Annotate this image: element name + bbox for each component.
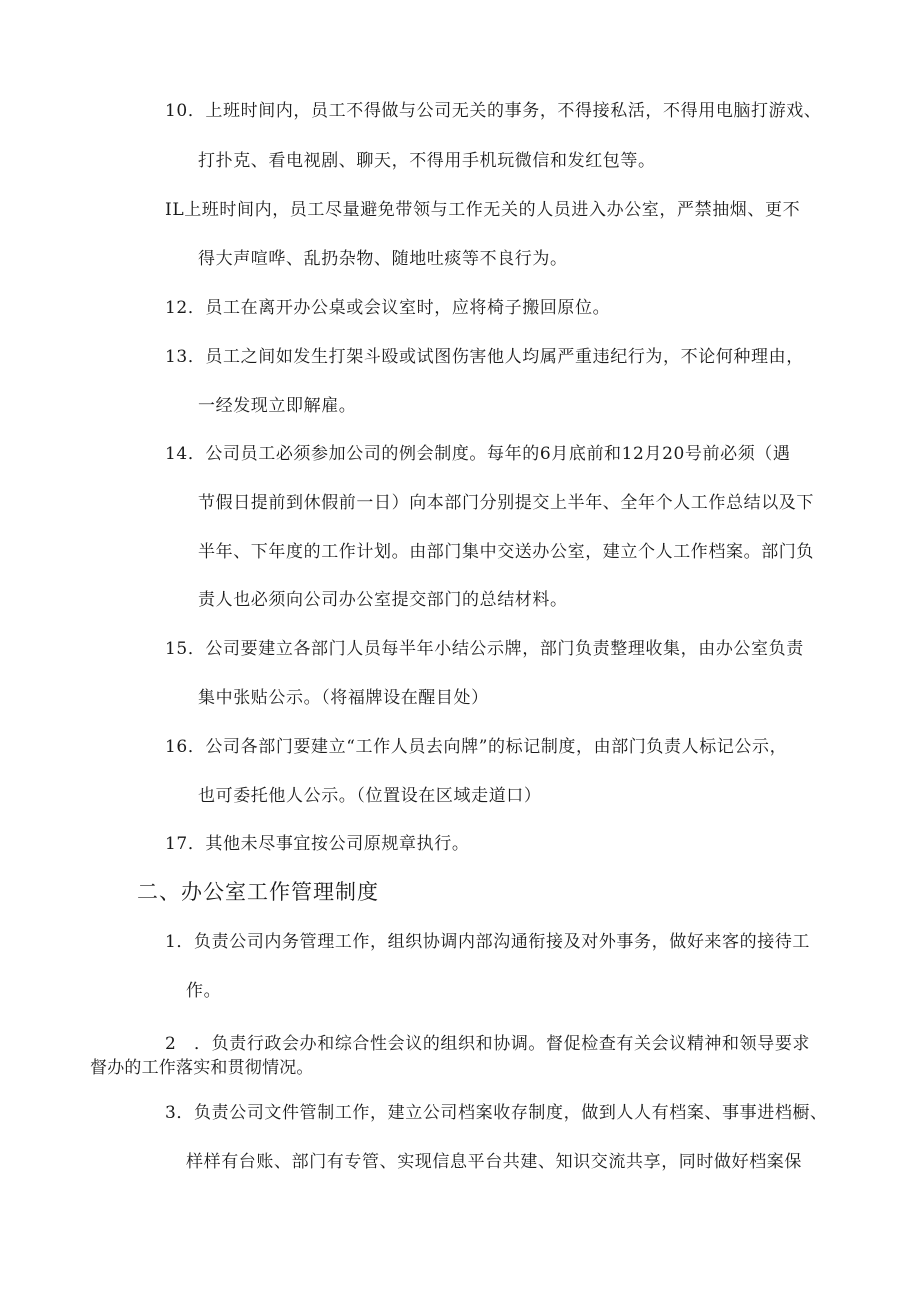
item-12-line-1: 12．员工在离开办公桌或会议室时，应将椅子搬回原位。 — [165, 298, 611, 318]
section-item-2-line-2: 督办的工作落实和贯彻情况。 — [90, 1058, 314, 1078]
section-heading: 二、办公室工作管理制度 — [137, 880, 379, 904]
item-14-line-2: 节假日提前到休假前一日）向本部门分别提交上半年、全年个人工作总结以及下 — [198, 493, 814, 513]
item-17-line-1: 17．其他未尽事宜按公司原规章执行。 — [165, 834, 470, 854]
item-16-line-1: 16．公司各部门要建立“工作人员去向牌”的标记制度，由部门负责人标记公示， — [165, 737, 788, 757]
item-15-line-2: 集中张贴公示。（将福牌设在醒目处） — [198, 688, 489, 708]
item-14-line-3: 半年、下年度的工作计划。由部门集中交送办公室，建立个人工作档案。部门负 — [198, 542, 814, 562]
item-14-line-1: 14．公司员工必须参加公司的例会制度。每年的6月底前和12月20号前必须（遇 — [165, 444, 791, 464]
section-item-1-line-1: 1．负责公司内务管理工作，组织协调内部沟通衔接及对外事务，做好来客的接待工 — [165, 932, 811, 952]
item-11-line-2: 得大声喧哗、乱扔杂物、随地吐痰等不良行为。 — [198, 249, 568, 269]
section-item-2-line-1: 2 ．负责行政会办和综合性会议的组织和协调。督促检查有关会议精神和领导要求 — [165, 1034, 811, 1054]
section-item-3-line-1: 3．负责公司文件管制工作，建立公司档案收存制度，做到人人有档案、事事进档橱、 — [165, 1103, 828, 1123]
item-11-line-1: IL上班时间内，员工尽量避免带领与工作无关的人员进入办公室，严禁抽烟、更不 — [165, 200, 801, 220]
item-13-line-1: 13．员工之间如发生打架斗殴或试图伤害他人均属严重违纪行为，不论何种理由， — [165, 347, 804, 367]
section-item-3-line-2: 样样有台账、部门有专管、实现信息平台共建、知识交流共享，同时做好档案保 — [186, 1152, 802, 1172]
item-16-line-2: 也可委托他人公示。（位置设在区域走道口） — [198, 786, 542, 806]
item-14-line-4: 责人也必须向公司办公室提交部门的总结材料。 — [198, 590, 568, 610]
item-13-line-2: 一经发现立即解雇。 — [198, 396, 357, 416]
item-10-line-2: 打扑克、看电视剧、聊天，不得用手机玩微信和发红包等。 — [198, 151, 656, 171]
section-item-1-line-2: 作。 — [186, 981, 222, 1001]
item-10-line-1: 10．上班时间内，员工不得做与公司无关的事务，不得接私活，不得用电脑打游戏、 — [165, 101, 822, 121]
item-15-line-1: 15．公司要建立各部门人员每半年小结公示牌，部门负责整理收集，由办公室负责 — [165, 639, 804, 659]
